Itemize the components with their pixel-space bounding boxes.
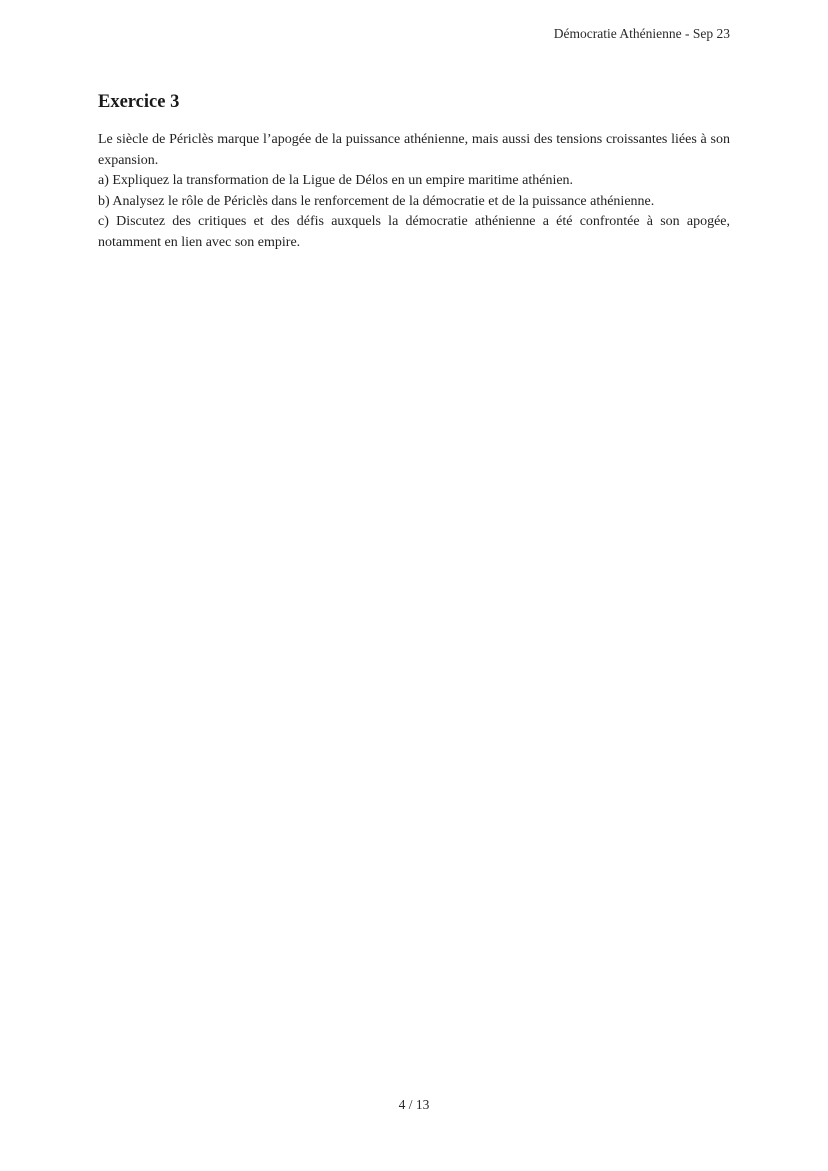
exercise-intro: Le siècle de Périclès marque l’apogée de la puissance athénienne, mais aussi des tensions croissantes liées à son expansion. — [98, 132, 730, 168]
header-title: Démocratie Athénienne - Sep 23 — [553, 26, 730, 41]
exercise-title: Exercice 3 — [98, 92, 180, 112]
page-number: 4 / 13 — [398, 1097, 430, 1112]
page-header — [98, 26, 730, 42]
question-a: a) Expliquez la transformation de la Ligue de Délos en un empire maritime athénien. — [98, 173, 574, 188]
question-b: b) Analysez le rôle de Périclès dans le renforcement de la démocratie et de la puissance athénienne. — [98, 193, 655, 209]
exercise-section — [98, 91, 730, 253]
question-c: c) Discutez des critiques et des défis auxquels la démocratie athénienne a été confrontée à son apogée, notamment en lien avec son empire. — [98, 214, 730, 250]
page-footer — [0, 1097, 828, 1113]
exercise-body — [98, 130, 730, 253]
